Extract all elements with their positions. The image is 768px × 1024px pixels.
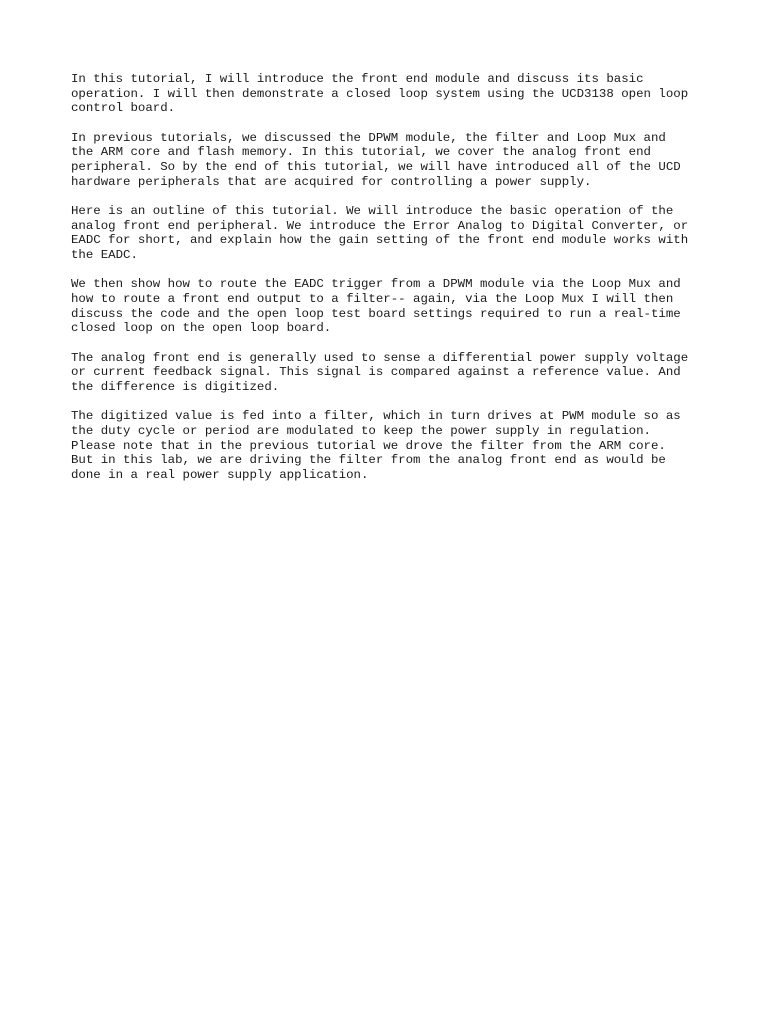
paragraph-line: discuss the code and the open loop test board settings required to run a real-time: [71, 306, 681, 321]
paragraph-line: Please note that in the previous tutorial we drove the filter from the ARM core.: [71, 438, 666, 453]
paragraph-line: The digitized value is fed into a filter, which in turn drives at PWM module so as: [71, 409, 681, 424]
paragraph-line: Here is an outline of this tutorial. We will introduce the basic operation of the: [71, 203, 674, 218]
paragraph-routing: [71, 277, 711, 336]
paragraph-digitized-value: [71, 409, 711, 482]
paragraph-line: the duty cycle or period are modulated to keep the power supply in regulation.: [71, 423, 651, 438]
paragraph-line: done in a real power supply application.: [71, 467, 369, 482]
paragraph-line: EADC for short, and explain how the gain setting of the front end module works with: [71, 233, 689, 248]
paragraph-line: analog front end peripheral. We introduce the Error Analog to Digital Converter, or: [71, 218, 689, 233]
paragraph-line: In this tutorial, I will introduce the front end module and discuss its basic: [71, 72, 644, 86]
paragraph-line: operation. I will then demonstrate a closed loop system using the UCD3138 open loop: [71, 86, 689, 101]
document-body: [71, 72, 711, 497]
paragraph-line: hardware peripherals that are acquired for controlling a power supply.: [71, 174, 592, 189]
paragraph-line: peripheral. So by the end of this tutorial, we will have introduced all of the UCD: [71, 159, 681, 174]
paragraph-intro: [71, 72, 711, 116]
paragraph-line: control board.: [71, 101, 176, 116]
paragraph-line: In previous tutorials, we discussed the DPWM module, the filter and Loop Mux and: [71, 130, 666, 145]
paragraph-analog-front-end: [71, 351, 711, 395]
paragraph-line: the difference is digitized.: [71, 379, 280, 394]
paragraph-previous-tutorials: [71, 131, 711, 190]
paragraph-line: We then show how to route the EADC trigger from a DPWM module via the Loop Mux and: [71, 277, 681, 292]
paragraph-line: how to route a front end output to a filter-- again, via the Loop Mux I will then: [71, 291, 674, 306]
paragraph-outline: [71, 204, 711, 263]
paragraph-line: the ARM core and flash memory. In this tutorial, we cover the analog front end: [71, 145, 651, 160]
paragraph-line: closed loop on the open loop board.: [71, 321, 332, 336]
paragraph-line: The analog front end is generally used to sense a differential power supply voltage: [71, 350, 689, 365]
paragraph-line: or current feedback signal. This signal is compared against a reference value. And: [71, 365, 681, 380]
paragraph-line: But in this lab, we are driving the filter from the analog front end as would be: [71, 453, 666, 468]
paragraph-line: the EADC.: [71, 247, 138, 262]
